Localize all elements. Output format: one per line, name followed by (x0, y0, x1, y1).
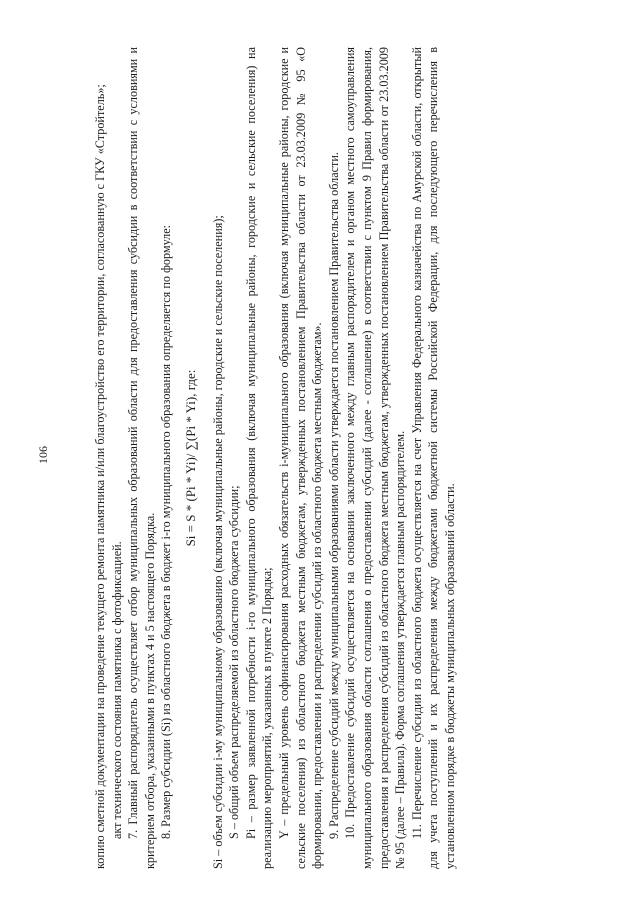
paragraph-clause-8: 8. Размер субсидии (Si) из областного бюджета в бюджет i-го муниципального образования определяется по формуле: (159, 224, 174, 839)
document-body (92, 47, 458, 869)
definition-s: S – общий объем распределяемой из областного бюджета субсидии; (227, 485, 242, 839)
subsidy-formula: Si = S * (Pi * Yi)/ ∑(Pi * Yi), где: (182, 369, 198, 547)
paragraph-clause-9: 9. Распределение субсидий между муниципальными образованиями области утверждается постановлением Правительства области. (326, 152, 341, 839)
definition-si: Si – объем субсидии i-му муниципальному образованию (включая муниципальные районы, городские и сельские поселения); (210, 215, 225, 869)
paragraph-clause-11: 11. Перечисление субсидии из областного бюджета осуществляется на счет Управления Федерального казначейства по Амурской области, открытый для учета поступлений и их распределения между бюджетами бюджетной системы Российской Федерации, для последующего перечисления в установленном порядке в бюджеты муниципальных образований области. (409, 47, 457, 869)
definition-pi: Pi – размер заявленной потребности i-го муниципального образования (включая муниципальные районы, городские и сельские поселения) на реализацию мероприятий, указанных в пункте 2 Порядка; (243, 47, 275, 869)
paragraph-clause-10: 10. Предоставление субсидий осуществляется на основании заключенного между главным распорядителем и органом местного самоуправления муниципального образования области соглашения о предоставлении субсидий (далее - соглашение) в соответствии с пунктом 9 Правил формирования, предоставления и распределения субсидий из областного бюджета местным бюджетам, утвержденных постановлением Правительства области от 23.03.2009 № 95 (далее – Правила). Форма соглашения утверждается главным распорядителем. (343, 47, 408, 869)
paragraph-technical-act: акт технического состояния памятника с фотофиксацией. (109, 541, 124, 839)
definition-y: Y – предельный уровень софинансирования расходных обязательств i-муниципального образования (включая муниципальные районы, городские и сельские поселения) из областного бюджета местным бюджетам, утвержденных постановлением Правительства области от 23.03.2009 № 95 «О формировании, предоставлении и распределении субсидий из областного бюджета местным бюджетам». (276, 47, 325, 869)
paragraph-clause-7: 7. Главный распорядитель осуществляет отбор муниципальных образований области для предоставления субсидии в соответствии с условиями и критерием отбора, указанными в пунктах 4 и 5 настоящего Порядка. (126, 47, 157, 869)
page-number: 106 (36, 446, 50, 464)
paragraph-estimate-docs: копию сметной документации на проведение текущего ремонта памятника и/или благоустройство его территории, согласованную с ГКУ «Стройтель»; (93, 84, 107, 869)
